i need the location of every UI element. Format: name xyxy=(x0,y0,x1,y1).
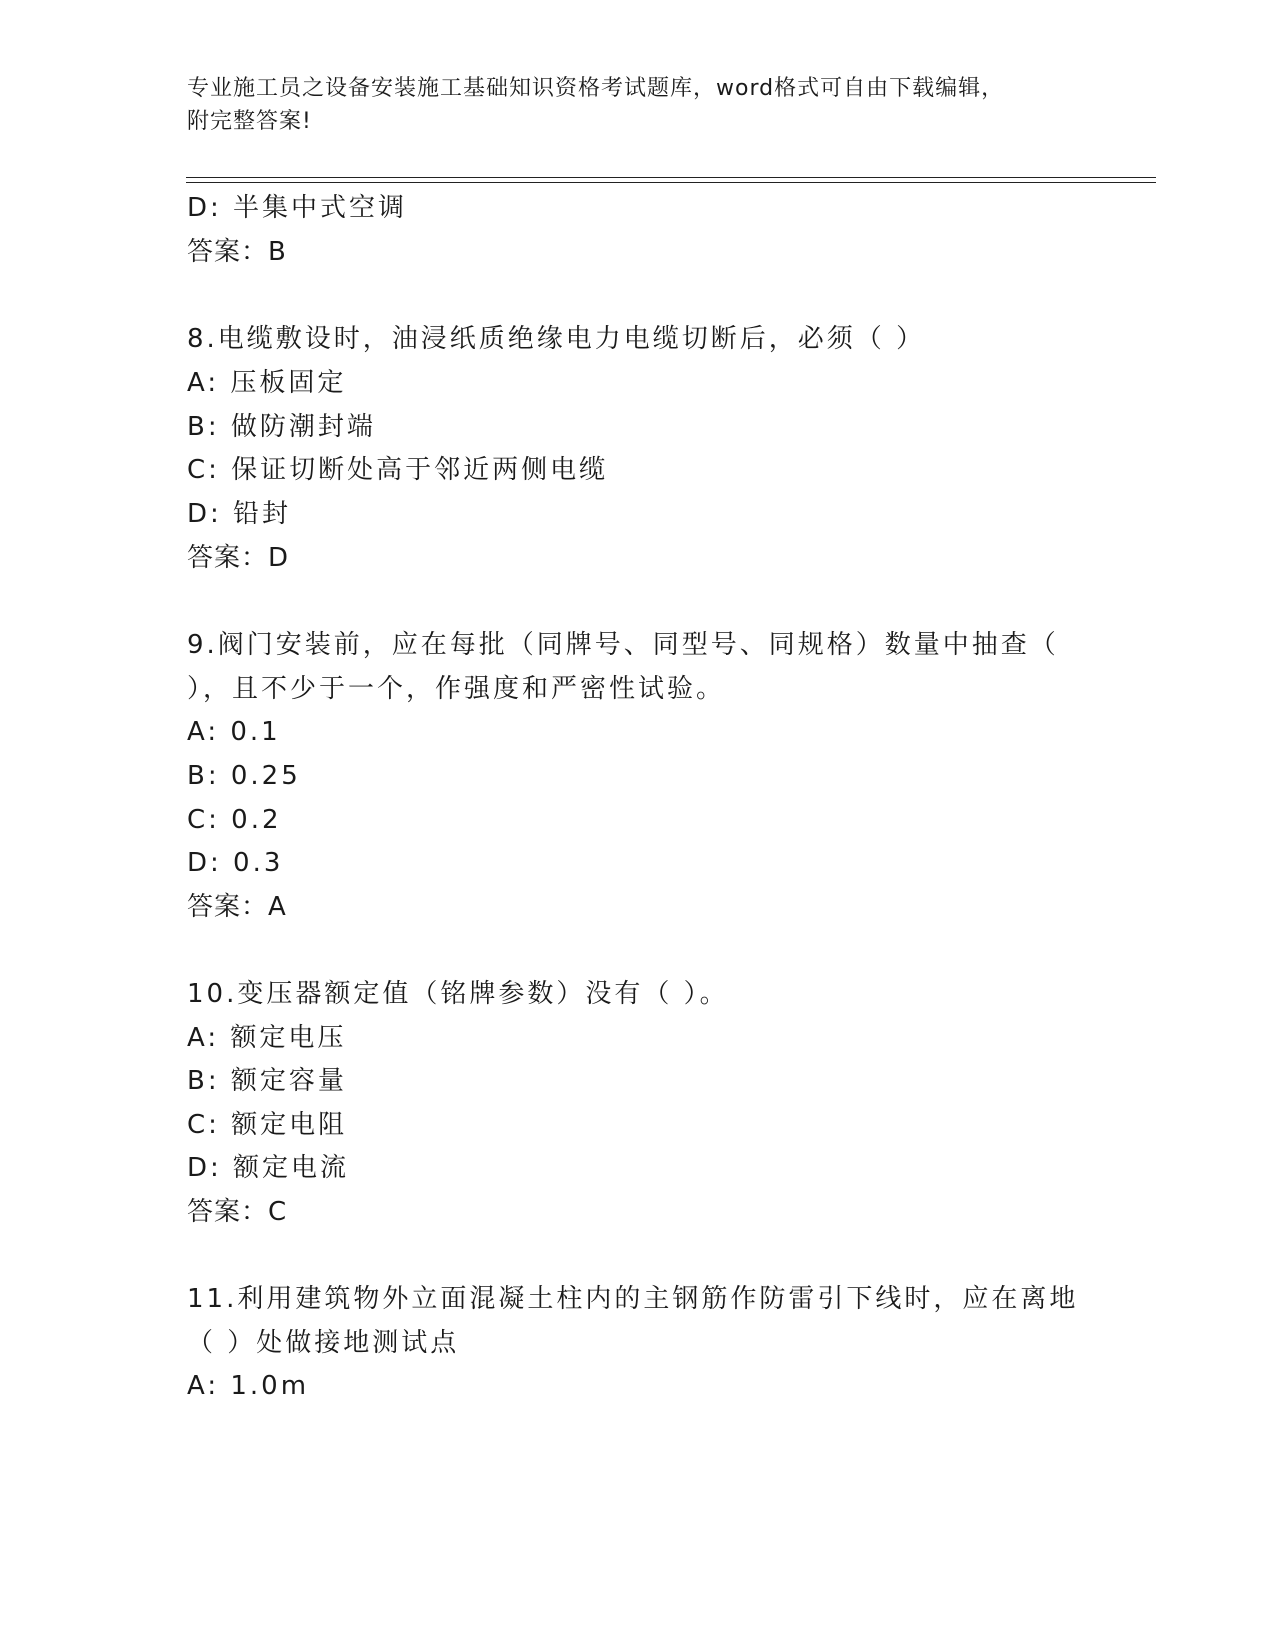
q8-option-a: A: 压板固定 xyxy=(187,368,347,398)
q10-option-c: C: 额定电阻 xyxy=(187,1110,348,1140)
header-line-2: 附完整答案! xyxy=(187,109,312,134)
q10-option-b: B: 额定容量 xyxy=(187,1066,347,1096)
prev-option-d: D: 半集中式空调 xyxy=(187,193,408,223)
q8-stem: 8.电缆敷设时，油浸纸质绝缘电力电缆切断后，必须（ ） xyxy=(187,324,926,354)
q9-stem-line-2: ），且不少于一个，作强度和严密性试验。 xyxy=(187,674,726,704)
q9-option-b: B: 0.25 xyxy=(187,761,301,791)
header-divider-top xyxy=(186,177,1156,178)
q10-answer: 答案：C xyxy=(187,1197,288,1227)
prev-answer: 答案：B xyxy=(187,237,287,267)
q8-option-c: C: 保证切断处高于邻近两侧电缆 xyxy=(187,455,609,485)
header-line-1: 专业施工员之设备安装施工基础知识资格考试题库，word格式可自由下载编辑， xyxy=(187,76,1005,101)
q9-answer: 答案：A xyxy=(187,892,287,922)
q9-stem-line-1: 9.阀门安装前，应在每批（同牌号、同型号、同规格）数量中抽查（ xyxy=(187,630,1059,660)
q9-option-d: D: 0.3 xyxy=(187,848,284,878)
q11-stem-line-1: 11.利用建筑物外立面混凝土柱内的主钢筋作防雷引下线时，应在离地 xyxy=(187,1284,1079,1314)
q10-option-a: A: 额定电压 xyxy=(187,1023,347,1053)
header-divider-bottom xyxy=(186,182,1156,183)
q10-stem: 10.变压器额定值（铭牌参数）没有（ ）。 xyxy=(187,979,729,1009)
document-header xyxy=(187,72,1087,138)
q8-answer: 答案：D xyxy=(187,543,290,573)
q9-option-a: A: 0.1 xyxy=(187,717,281,747)
q8-option-d: D: 铅封 xyxy=(187,499,292,529)
q11-stem-line-2: （ ）处做接地测试点 xyxy=(187,1328,460,1358)
q11-option-a: A: 1.0m xyxy=(187,1371,310,1401)
q10-option-d: D: 额定电流 xyxy=(187,1153,350,1183)
q9-option-c: C: 0.2 xyxy=(187,805,282,835)
q8-option-b: B: 做防潮封端 xyxy=(187,412,376,442)
